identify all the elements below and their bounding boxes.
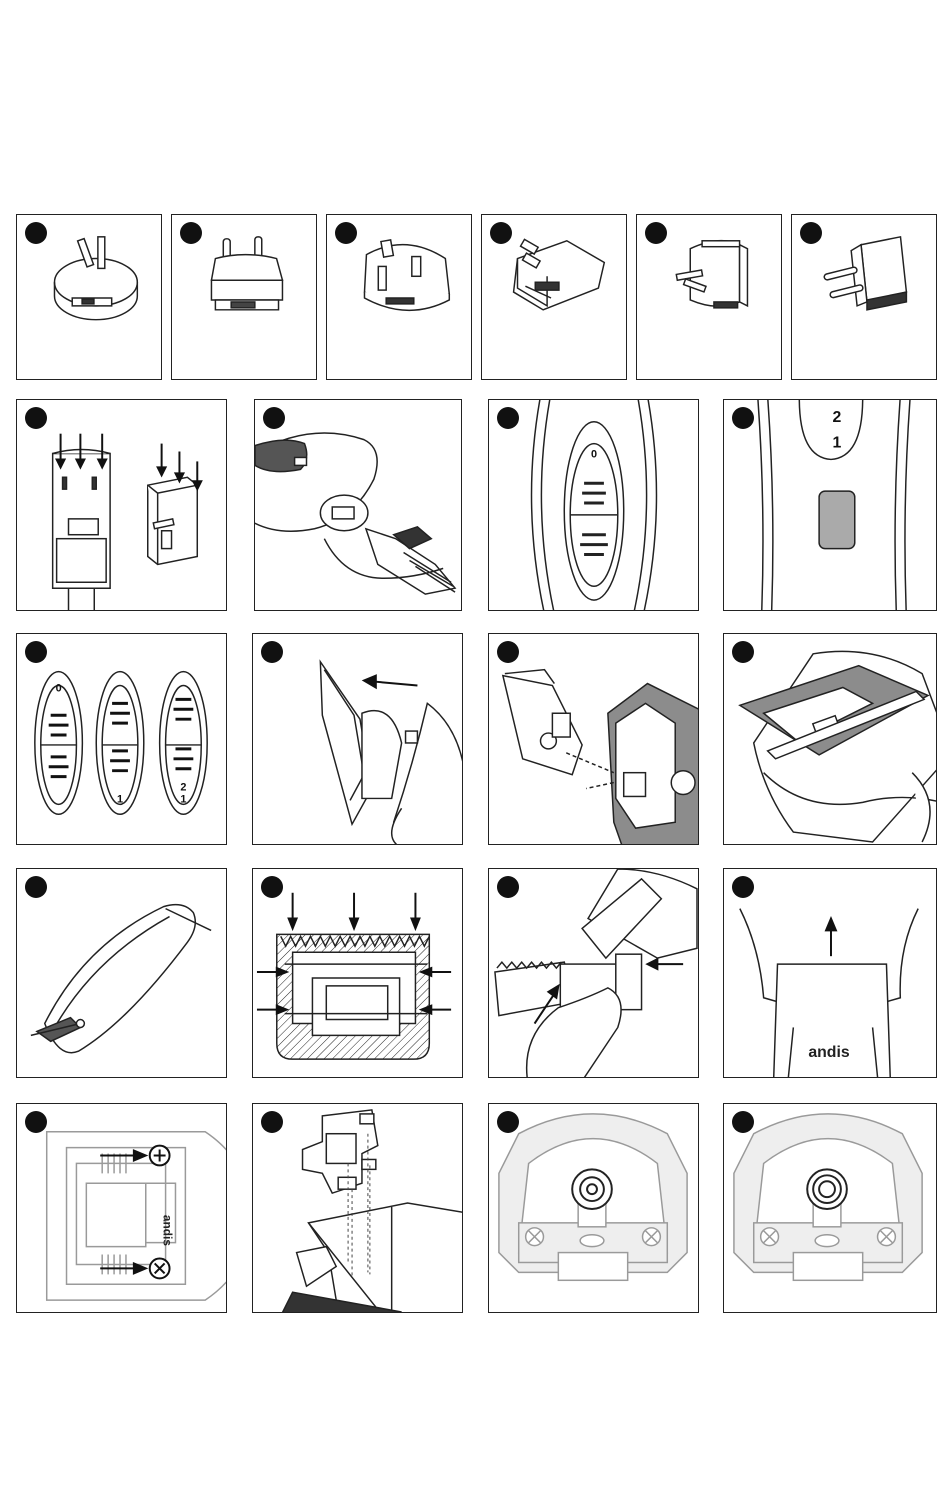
step-number-badge (180, 222, 202, 244)
step-number-badge (261, 876, 283, 898)
figure-adapter-au-side (636, 214, 782, 380)
switch-mark: 0 (590, 448, 598, 461)
figure-slide-blade (252, 633, 463, 845)
step-number-badge (25, 641, 47, 663)
clipper-icon (17, 869, 226, 1077)
step-number-badge (263, 407, 285, 429)
hand-icon (489, 869, 698, 1077)
figure-switch-variants (16, 633, 227, 845)
step-number-badge (25, 222, 47, 244)
step-number-badge (800, 222, 822, 244)
screw-icon (150, 1146, 170, 1279)
figure-switch-single (488, 399, 699, 611)
figure-adapter-eu (171, 214, 317, 380)
step-number-badge (261, 1111, 283, 1133)
step-number-badge (645, 222, 667, 244)
figure-remove-screws (16, 1103, 227, 1313)
figure-adjust-blade (488, 868, 699, 1078)
switch-mark-low: 1 (116, 793, 124, 806)
step-number-badge (497, 407, 519, 429)
switch-top-mark: 2 (832, 408, 842, 426)
switch-mark-high: 2 (180, 781, 187, 794)
step-number-badge (732, 407, 754, 429)
figure-drive-assembly-b (723, 1103, 937, 1313)
step-number-badge (335, 222, 357, 244)
figure-switch-dual (723, 399, 937, 611)
step-number-badge (497, 876, 519, 898)
brand-logo: andis (808, 1044, 850, 1062)
clipper-icon (255, 400, 461, 610)
figure-adapter-us (481, 214, 627, 380)
step-number-badge (497, 641, 519, 663)
figure-attach-blade (488, 633, 699, 845)
blade-icon (253, 634, 462, 844)
figure-oil-blade (723, 633, 937, 845)
step-number-badge (25, 1111, 47, 1133)
switch-mark-low: 1 (180, 793, 187, 806)
figure-blade-alignment (252, 868, 463, 1078)
figure-replace-drive (252, 1103, 463, 1313)
figure-drive-assembly-a (488, 1103, 699, 1313)
step-number-badge (732, 1111, 754, 1133)
figure-adapter-uk (326, 214, 472, 380)
brand-logo: andis (160, 1214, 175, 1246)
arrow-icon (364, 676, 417, 688)
figure-plug-cord-into-clipper (254, 399, 462, 611)
figure-remove-cover (723, 868, 937, 1078)
step-number-badge (732, 641, 754, 663)
figure-adapter-au-top (16, 214, 162, 380)
figure-adapter-eu-side (791, 214, 937, 380)
arrow-icon (100, 1151, 146, 1274)
switch-bottom-mark: 1 (832, 434, 842, 452)
hand-icon (724, 634, 936, 844)
step-number-badge (497, 1111, 519, 1133)
figure-clipper-overview (16, 868, 227, 1078)
switch-mark-off: 0 (55, 682, 62, 695)
step-number-badge (490, 222, 512, 244)
arrow-icon (826, 919, 836, 957)
blade-icon (489, 634, 698, 844)
blade-icon (253, 869, 462, 1077)
step-number-badge (25, 876, 47, 898)
step-number-badge (25, 407, 47, 429)
step-number-badge (732, 876, 754, 898)
step-number-badge (261, 641, 283, 663)
figure-attach-adapter (16, 399, 227, 611)
